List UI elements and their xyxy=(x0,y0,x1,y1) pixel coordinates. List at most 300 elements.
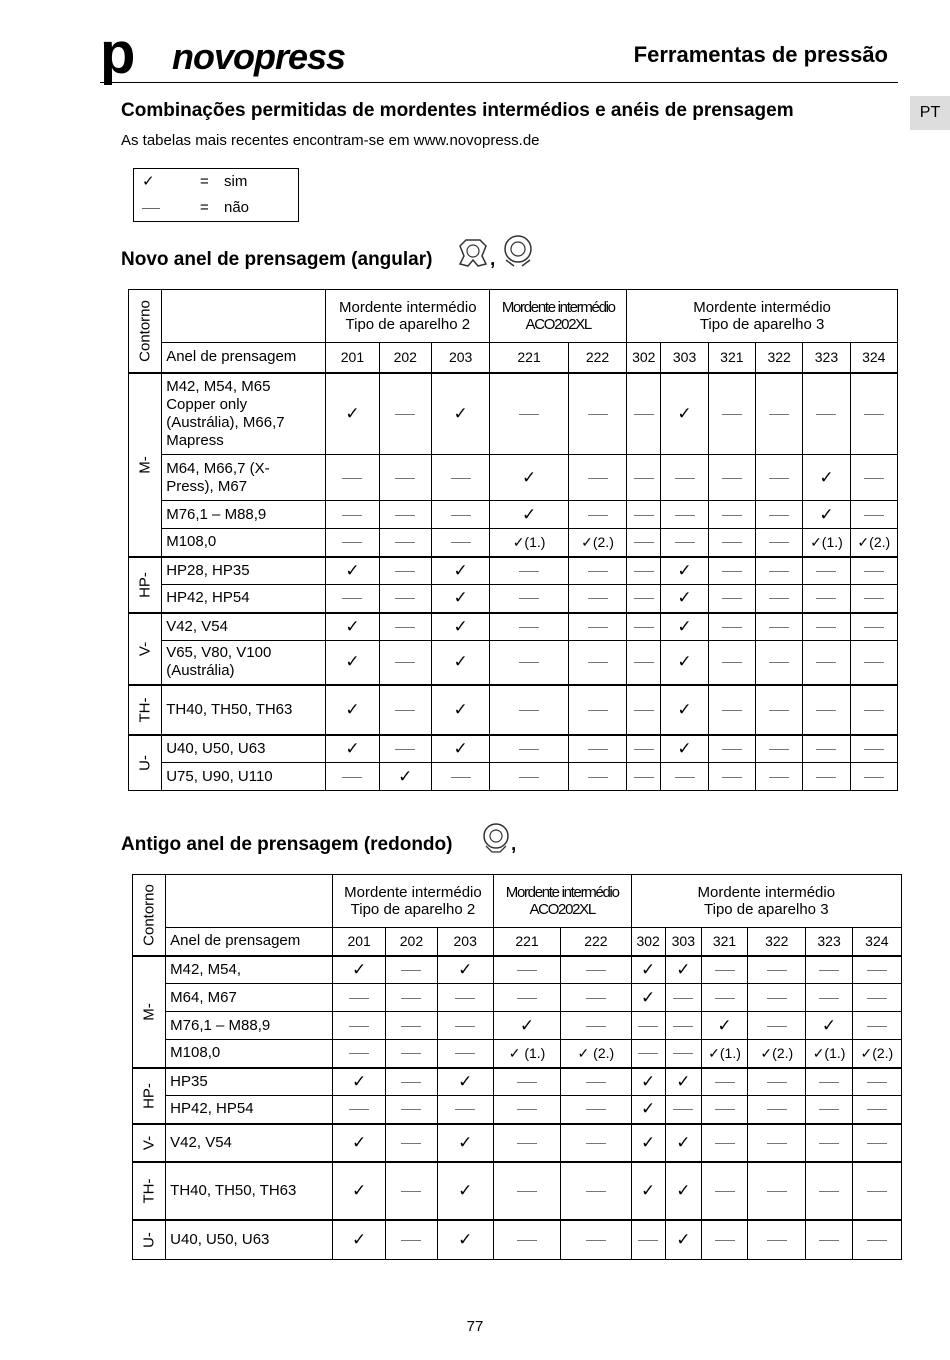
dash-icon xyxy=(867,988,887,1007)
dash-icon xyxy=(767,1016,787,1035)
table-row xyxy=(129,763,898,791)
checkmark-icon: ✓ xyxy=(453,588,468,608)
dash-icon xyxy=(675,532,695,551)
dash-icon xyxy=(864,767,884,786)
compat-cell xyxy=(561,956,631,984)
compat-cell xyxy=(627,557,661,585)
ring-label-line: M76,1 – M88,9 xyxy=(166,505,267,523)
compat-cell xyxy=(333,1068,386,1096)
dash-icon xyxy=(638,1043,658,1062)
dash-icon xyxy=(517,988,537,1007)
dash-icon xyxy=(588,561,608,580)
dash-icon xyxy=(722,617,742,636)
dash-icon xyxy=(588,652,608,671)
dash-icon xyxy=(395,588,415,607)
dash-icon xyxy=(722,468,742,487)
checkmark-icon: ✓ xyxy=(345,652,360,672)
dash-icon xyxy=(819,960,839,979)
compat-cell xyxy=(806,1220,852,1260)
compat-cell xyxy=(661,613,708,641)
checkmark-icon: ✓ xyxy=(819,467,834,487)
checkmark-icon: ✓ xyxy=(453,738,468,758)
ring-label-line: M76,1 – M88,9 xyxy=(170,1016,271,1034)
dash-icon xyxy=(634,404,654,423)
dash-icon xyxy=(588,767,608,786)
checkmark-icon: ✓ xyxy=(641,987,656,1007)
compat-cell xyxy=(379,641,431,685)
compat-cell xyxy=(568,685,626,735)
compat-cell xyxy=(803,501,850,529)
compat-cell xyxy=(561,1220,631,1260)
compat-cell xyxy=(437,956,493,984)
compat-cell xyxy=(661,501,708,529)
compat-cell xyxy=(431,529,489,557)
checkmark-icon: ✓ xyxy=(641,1180,656,1200)
dash-icon xyxy=(395,739,415,758)
dash-icon xyxy=(634,468,654,487)
compat-cell xyxy=(386,1040,437,1068)
compat-cell xyxy=(701,956,747,984)
compat-cell xyxy=(493,1162,560,1220)
column-header: 322 xyxy=(756,343,803,373)
compat-cell xyxy=(701,1162,747,1220)
ring-label-line: V42, V54 xyxy=(166,617,228,635)
compat-cell xyxy=(431,557,489,585)
compat-cell xyxy=(756,685,803,735)
dash-icon xyxy=(816,617,836,636)
compat-cell xyxy=(333,1162,386,1220)
compat-cell xyxy=(568,585,626,613)
dash-icon xyxy=(455,988,475,1007)
compat-cell xyxy=(852,1124,901,1162)
language-tab: PT xyxy=(910,96,950,130)
dash-icon xyxy=(769,468,789,487)
dash-icon xyxy=(673,1016,693,1035)
column-header: 323 xyxy=(803,343,850,373)
dash-icon xyxy=(401,1133,421,1152)
compat-cell xyxy=(661,641,708,685)
contour-group: U- xyxy=(129,735,162,791)
legend-box xyxy=(133,168,299,222)
compat-cell xyxy=(806,1012,852,1040)
group3-subheader: Tipo de aparelho 3 xyxy=(627,316,898,343)
novopress-logo xyxy=(100,21,390,86)
compat-cell xyxy=(493,1124,560,1162)
ring-label-line: U40, U50, U63 xyxy=(166,739,266,757)
checkmark-icon: ✓ xyxy=(352,1071,367,1091)
dash-icon xyxy=(722,652,742,671)
ring-label-line: HP35 xyxy=(170,1072,208,1090)
compat-cell xyxy=(568,613,626,641)
dash-icon xyxy=(519,404,539,423)
column-header: 324 xyxy=(850,343,897,373)
ring-header: Anel de prensagem xyxy=(166,928,333,956)
checkmark-icon: ✓ xyxy=(345,560,360,580)
group2-subheader: ACO202XL xyxy=(493,901,631,928)
dash-icon xyxy=(864,700,884,719)
checkmark-icon: ✓ xyxy=(717,1015,732,1035)
compat-table-round xyxy=(132,874,902,1260)
compat-cell xyxy=(850,735,897,763)
dash-icon xyxy=(401,960,421,979)
compat-cell xyxy=(379,763,431,791)
compat-cell xyxy=(493,984,560,1012)
dash-icon xyxy=(867,1181,887,1200)
dash-icon xyxy=(816,700,836,719)
dash-icon xyxy=(816,739,836,758)
compat-cell xyxy=(708,641,755,685)
legend-equals: = xyxy=(200,173,209,190)
ring-label xyxy=(166,1096,333,1124)
ring-label-line: V42, V54 xyxy=(170,1133,232,1151)
compat-cell xyxy=(490,685,569,735)
checkmark-icon: ✓ xyxy=(352,1229,367,1249)
column-header: 323 xyxy=(806,928,852,956)
dash-icon xyxy=(864,468,884,487)
dash-icon xyxy=(342,505,362,524)
compat-cell xyxy=(748,1012,806,1040)
checkmark-note: ✓(1.) xyxy=(810,533,843,550)
dash-icon xyxy=(767,1181,787,1200)
page-title: Combinações permitidas de mordentes intermédios e anéis de prensagem xyxy=(121,100,794,121)
ring-label xyxy=(162,763,326,791)
compat-cell xyxy=(665,1068,701,1096)
compat-cell xyxy=(493,1012,560,1040)
compat-cell xyxy=(333,1012,386,1040)
table-row xyxy=(133,1124,902,1162)
dash-icon xyxy=(767,1133,787,1152)
checkmark-icon: ✓ xyxy=(676,1229,691,1249)
dash-icon xyxy=(867,1230,887,1249)
compat-cell xyxy=(490,613,569,641)
dash-icon xyxy=(816,404,836,423)
dash-icon xyxy=(349,988,369,1007)
compat-cell xyxy=(748,984,806,1012)
ring-label xyxy=(166,1012,333,1040)
table-row xyxy=(133,1220,902,1260)
compat-cell xyxy=(803,735,850,763)
checkmark-icon: ✓ xyxy=(345,616,360,636)
compat-cell xyxy=(661,585,708,613)
table-row xyxy=(133,1040,902,1068)
checkmark-icon: ✓ xyxy=(345,738,360,758)
compat-cell xyxy=(326,685,379,735)
compat-cell xyxy=(852,984,901,1012)
page-number: 77 xyxy=(466,1318,484,1335)
checkmark-icon: ✓ xyxy=(676,959,691,979)
compat-cell xyxy=(708,735,755,763)
group1-header: Mordente intermédio xyxy=(333,875,494,902)
dash-icon xyxy=(588,700,608,719)
dash-icon xyxy=(395,532,415,551)
dash-icon xyxy=(395,468,415,487)
contour-group: U- xyxy=(133,1220,166,1260)
compat-cell xyxy=(568,735,626,763)
dash-icon xyxy=(588,617,608,636)
dash-icon xyxy=(634,700,654,719)
table-row xyxy=(129,373,898,455)
compat-cell xyxy=(386,1012,437,1040)
compat-cell xyxy=(806,1040,852,1068)
dash-icon xyxy=(401,1099,421,1118)
section2-title xyxy=(121,834,452,856)
dash-icon xyxy=(517,1099,537,1118)
dash-icon xyxy=(451,532,471,551)
compat-cell xyxy=(631,984,665,1012)
compat-cell xyxy=(561,1096,631,1124)
compat-cell xyxy=(437,1068,493,1096)
compat-cell xyxy=(568,501,626,529)
dash-icon xyxy=(638,1016,658,1035)
compat-cell xyxy=(852,1162,901,1220)
dash-icon xyxy=(455,1016,475,1035)
dash-icon xyxy=(586,1133,606,1152)
dash-icon xyxy=(769,700,789,719)
contour-header: Contorno xyxy=(133,875,166,956)
section2-comma: , xyxy=(511,834,517,855)
checkmark-icon: ✓ xyxy=(677,738,692,758)
compat-cell xyxy=(386,1068,437,1096)
compat-cell xyxy=(490,763,569,791)
dash-icon xyxy=(401,1072,421,1091)
legend-equals: = xyxy=(200,199,209,216)
compat-cell xyxy=(852,1040,901,1068)
dash-icon xyxy=(634,739,654,758)
dash-icon xyxy=(769,588,789,607)
compat-cell xyxy=(631,1096,665,1124)
dash-icon xyxy=(673,1043,693,1062)
dash-icon xyxy=(401,1016,421,1035)
compat-cell xyxy=(708,763,755,791)
dash-icon xyxy=(769,505,789,524)
compat-cell xyxy=(708,455,755,501)
compat-cell xyxy=(701,1124,747,1162)
compat-cell xyxy=(665,1012,701,1040)
compat-cell xyxy=(326,735,379,763)
compat-cell xyxy=(437,984,493,1012)
dash-icon xyxy=(673,1099,693,1118)
ring-label-line: U75, U90, U110 xyxy=(166,767,273,785)
compat-cell xyxy=(665,956,701,984)
dash-icon xyxy=(767,960,787,979)
ring-label xyxy=(166,1220,333,1260)
dash-icon xyxy=(722,404,742,423)
dash-icon xyxy=(517,1181,537,1200)
compat-cell xyxy=(852,1096,901,1124)
dash-icon xyxy=(675,468,695,487)
dash-icon xyxy=(769,561,789,580)
dash-icon xyxy=(349,1043,369,1062)
dash-icon xyxy=(816,652,836,671)
checkmark-icon: ✓ xyxy=(352,1132,367,1152)
compat-cell xyxy=(803,685,850,735)
compat-cell xyxy=(386,1162,437,1220)
page-subtitle: As tabelas mais recentes encontram-se em www.novopress.de xyxy=(121,132,540,149)
compat-cell xyxy=(850,585,897,613)
ring-label-line: M42, M54, M65 xyxy=(166,377,271,395)
compat-cell xyxy=(631,1012,665,1040)
checkmark-icon: ✓ xyxy=(676,1071,691,1091)
compat-cell xyxy=(756,735,803,763)
compat-cell xyxy=(386,956,437,984)
table-row xyxy=(133,1012,902,1040)
compat-cell xyxy=(627,613,661,641)
dash-icon xyxy=(401,1230,421,1249)
table-row xyxy=(129,641,898,685)
ring-label xyxy=(162,735,326,763)
compat-cell xyxy=(756,641,803,685)
dash-icon xyxy=(767,988,787,1007)
dash-icon xyxy=(675,505,695,524)
contour-group: M- xyxy=(133,956,166,1068)
compat-cell xyxy=(850,763,897,791)
compat-cell xyxy=(490,641,569,685)
compat-cell xyxy=(850,529,897,557)
column-header: 221 xyxy=(493,928,560,956)
dash-icon xyxy=(722,700,742,719)
compat-cell xyxy=(850,641,897,685)
dash-icon xyxy=(767,1072,787,1091)
checkmark-icon: ✓ xyxy=(453,616,468,636)
dash-icon xyxy=(455,1043,475,1062)
dash-icon xyxy=(586,960,606,979)
compat-cell xyxy=(708,585,755,613)
compat-cell xyxy=(850,455,897,501)
ring-label xyxy=(162,455,326,501)
dash-icon xyxy=(867,1016,887,1035)
checkmark-icon: ✓ xyxy=(453,560,468,580)
compat-cell xyxy=(379,685,431,735)
compat-cell xyxy=(568,763,626,791)
dash-icon xyxy=(819,1230,839,1249)
checkmark-icon: ✓ xyxy=(458,1071,473,1091)
group2-header: Mordente intermédio xyxy=(493,875,631,902)
dash-icon xyxy=(864,588,884,607)
column-header: 203 xyxy=(437,928,493,956)
compat-cell xyxy=(568,557,626,585)
compat-cell xyxy=(490,501,569,529)
checkmark-note: ✓(2.) xyxy=(581,533,614,550)
group2-subheader: ACO202XL xyxy=(490,316,627,343)
ring-label xyxy=(162,373,326,455)
compat-cell xyxy=(568,641,626,685)
compat-cell xyxy=(333,984,386,1012)
compat-cell xyxy=(431,685,489,735)
dash-icon xyxy=(767,1230,787,1249)
dash-icon xyxy=(586,988,606,1007)
dash-icon xyxy=(816,561,836,580)
dash-icon xyxy=(586,1072,606,1091)
dash-icon xyxy=(675,767,695,786)
compat-cell xyxy=(490,585,569,613)
compat-cell xyxy=(701,1220,747,1260)
dash-icon xyxy=(342,532,362,551)
compat-cell xyxy=(803,373,850,455)
compat-cell xyxy=(748,1162,806,1220)
ring-header: Anel de prensagem xyxy=(162,343,326,373)
ring-label-line: Copper only xyxy=(166,395,248,413)
group3-subheader: Tipo de aparelho 3 xyxy=(631,901,901,928)
compat-cell xyxy=(490,455,569,501)
compat-cell xyxy=(701,1096,747,1124)
compat-cell xyxy=(333,1096,386,1124)
compat-cell xyxy=(493,956,560,984)
dash-icon xyxy=(816,588,836,607)
dash-icon xyxy=(517,1133,537,1152)
checkmark-icon: ✓ xyxy=(453,652,468,672)
dash-icon xyxy=(715,1072,735,1091)
compat-cell xyxy=(490,735,569,763)
dash-icon xyxy=(634,588,654,607)
checkmark-icon: ✓ xyxy=(352,959,367,979)
compat-cell xyxy=(748,1220,806,1260)
compat-cell xyxy=(490,373,569,455)
checkmark-icon: ✓ xyxy=(519,1015,535,1035)
dash-icon xyxy=(638,1230,658,1249)
compat-cell xyxy=(661,557,708,585)
compat-cell xyxy=(756,557,803,585)
ring-label-line: (Austrália) xyxy=(166,662,235,680)
checkmark-icon: ✓ xyxy=(398,766,413,786)
dash-icon xyxy=(769,532,789,551)
ring-label xyxy=(166,956,333,984)
dash-icon xyxy=(864,404,884,423)
dash-icon xyxy=(395,505,415,524)
checkmark-icon: ✓ xyxy=(521,467,537,487)
column-header: 203 xyxy=(431,343,489,373)
dash-icon xyxy=(715,1099,735,1118)
column-header: 324 xyxy=(852,928,901,956)
compat-cell xyxy=(748,1096,806,1124)
dash-icon xyxy=(395,617,415,636)
compat-cell xyxy=(493,1096,560,1124)
ring-label-line: TH40, TH50, TH63 xyxy=(166,700,293,718)
compat-cell xyxy=(431,501,489,529)
compat-cell xyxy=(379,501,431,529)
checkmark-icon: ✓ xyxy=(458,1229,473,1249)
dash-icon xyxy=(715,988,735,1007)
dash-icon xyxy=(395,652,415,671)
compat-cell xyxy=(803,641,850,685)
checkmark-icon: ✓ xyxy=(453,699,468,719)
checkmark-icon: ✓ xyxy=(521,504,537,524)
compat-cell xyxy=(701,984,747,1012)
compat-cell xyxy=(627,585,661,613)
section1-comma: , xyxy=(490,249,496,270)
compat-cell xyxy=(627,763,661,791)
dash-icon xyxy=(349,1016,369,1035)
ring-label-line: Press), M67 xyxy=(166,477,248,495)
dash-icon xyxy=(816,767,836,786)
ring-label-line: M108,0 xyxy=(170,1044,221,1062)
dash-icon xyxy=(867,960,887,979)
compat-cell xyxy=(631,1162,665,1220)
dash-icon xyxy=(395,404,415,423)
ring-label xyxy=(162,613,326,641)
group3-header: Mordente intermédio xyxy=(627,290,898,317)
column-header: 222 xyxy=(561,928,631,956)
compat-cell xyxy=(493,1220,560,1260)
compat-cell xyxy=(852,1012,901,1040)
compat-cell xyxy=(431,585,489,613)
compat-cell xyxy=(756,501,803,529)
dash-icon xyxy=(342,468,362,487)
dash-icon xyxy=(819,988,839,1007)
legend-row-yes xyxy=(134,169,298,195)
compat-cell xyxy=(631,1040,665,1068)
dash-icon xyxy=(588,468,608,487)
table-row xyxy=(133,984,902,1012)
